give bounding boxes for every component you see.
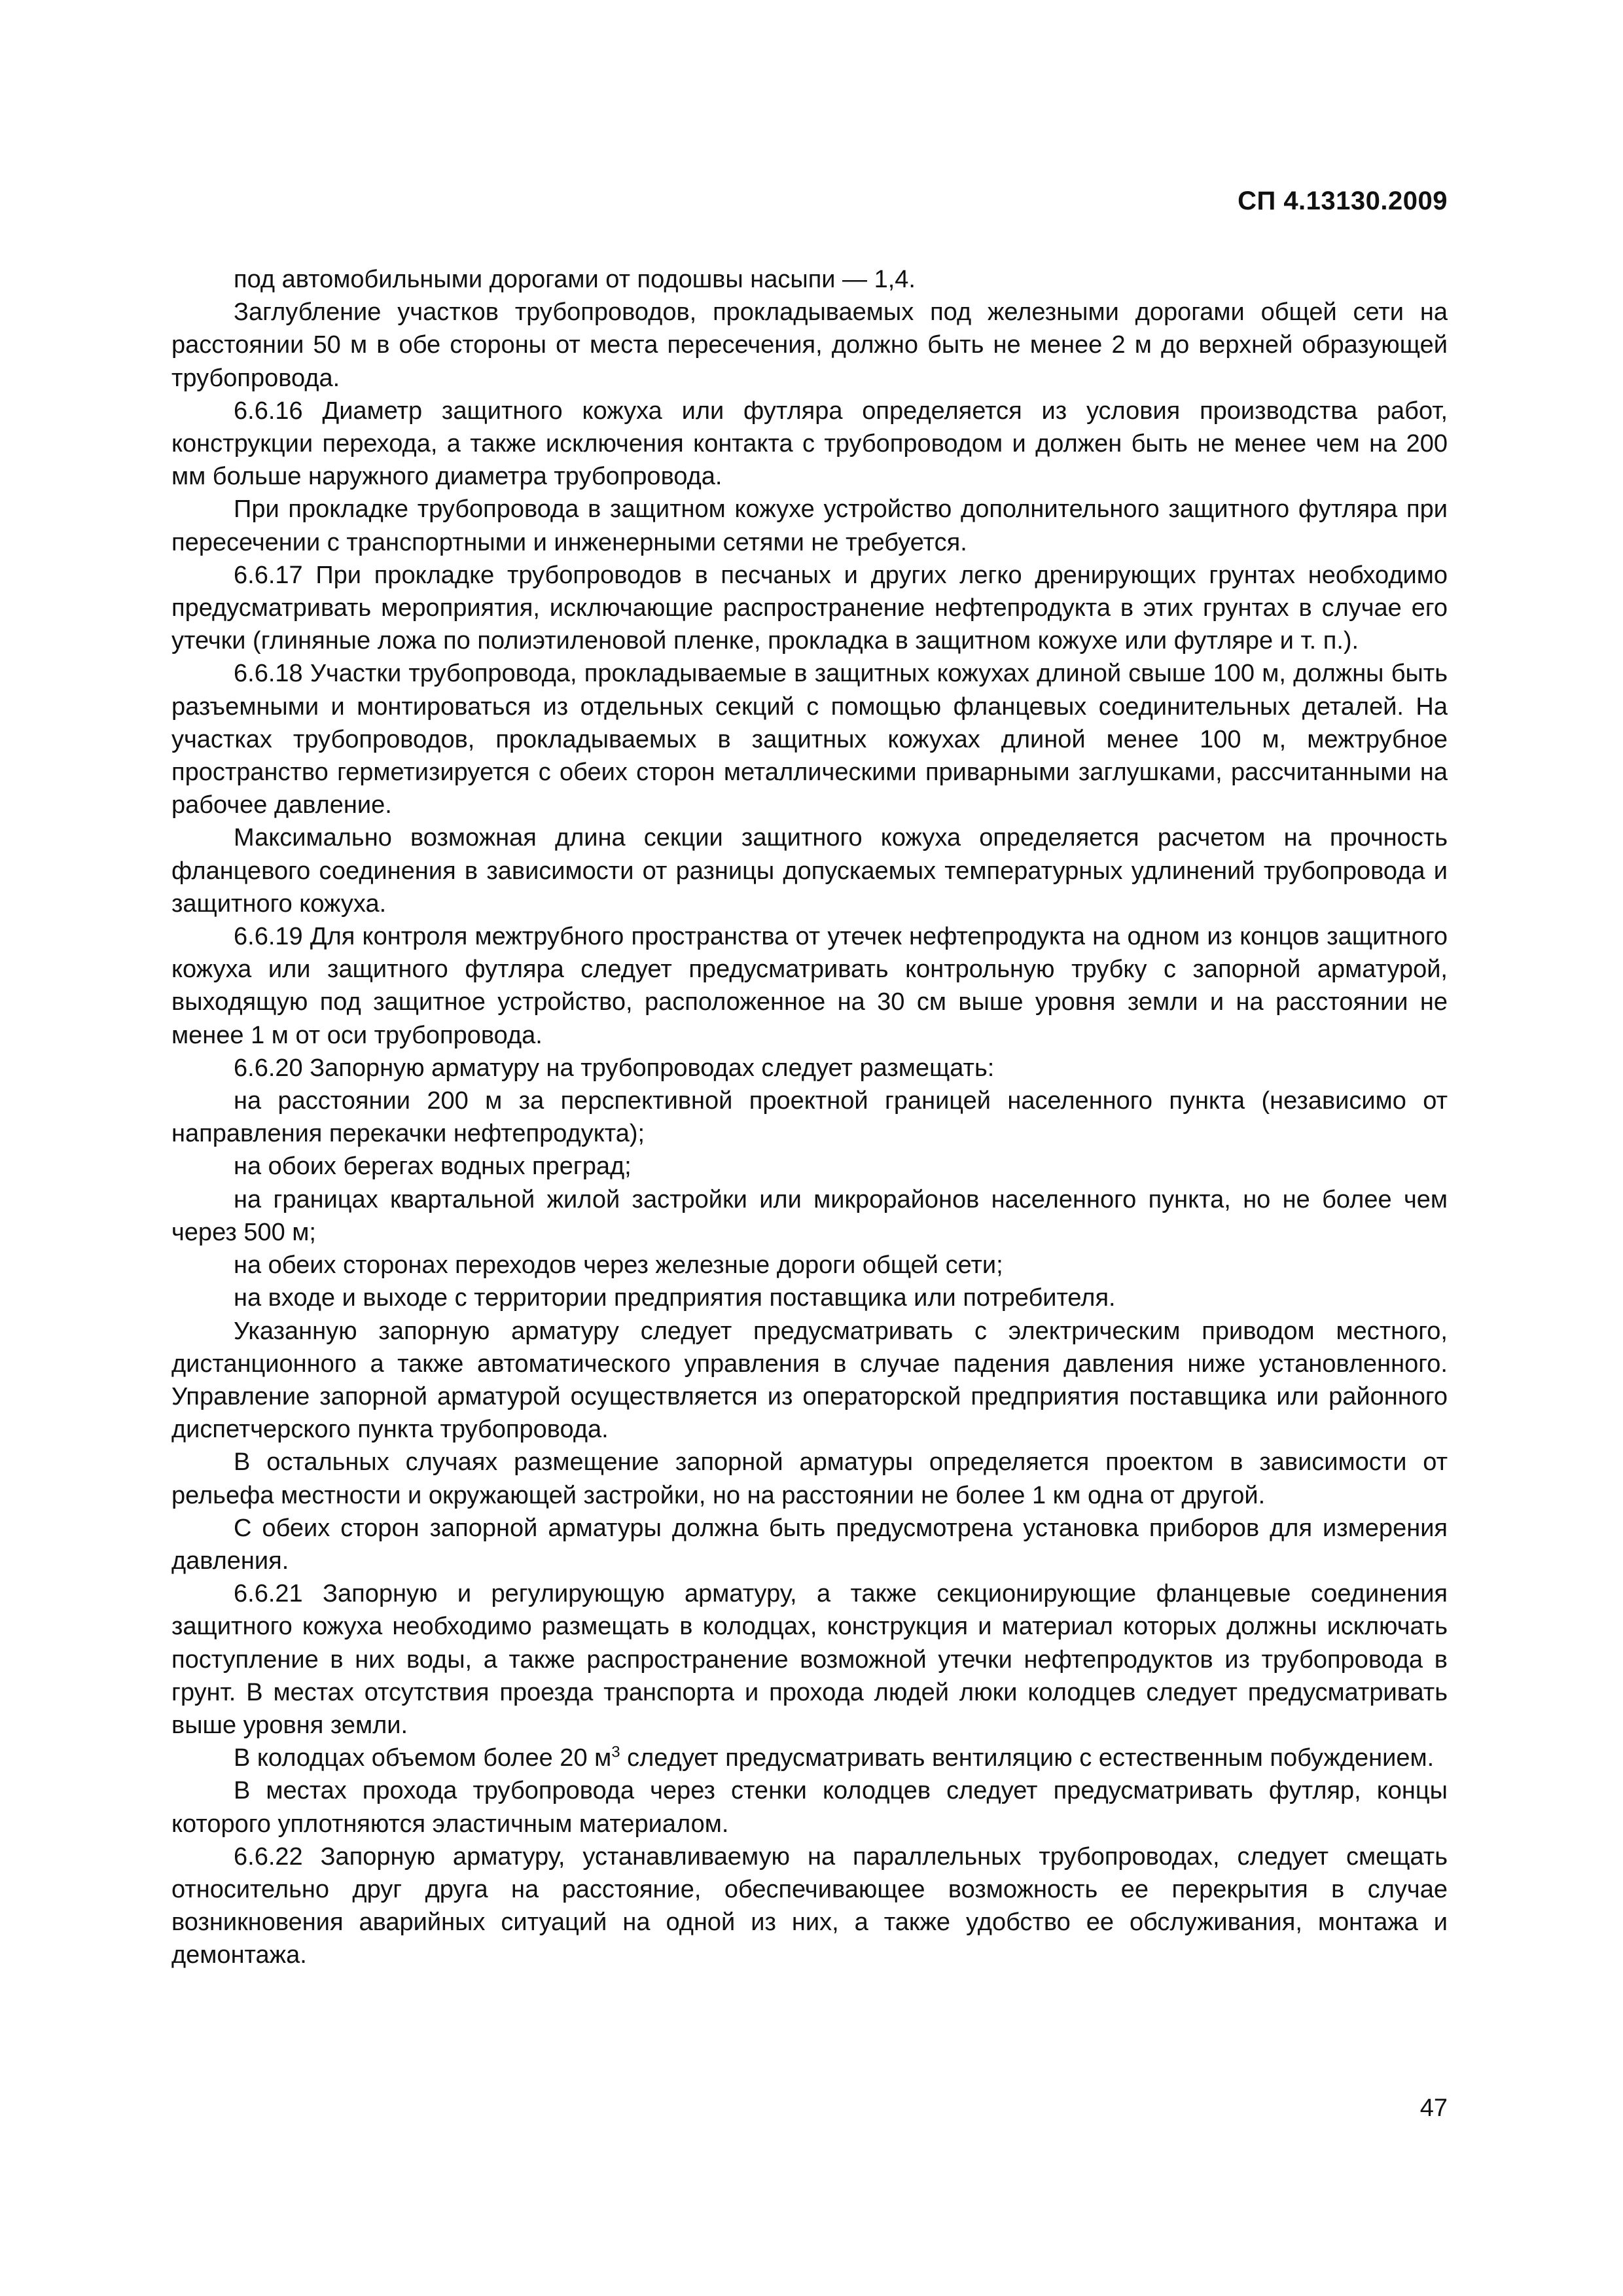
paragraph: 6.6.22 Запорную арматуру, устанавливаемую на параллельных трубопроводах, следует смещать относительно друг друга на расстояние, обеспечивающее возможность ее перекрытия в случае возникновения аварийных ситуаций на одной из них, а также удобство ее обслуживания, монтажа и демонтажа. xyxy=(171,1842,1448,1969)
paragraph: При прокладке трубопровода в защитном кожухе устройство дополнительного защитного футляра при пересечении с транспортными и инженерными сетями не требуется. xyxy=(171,495,1448,556)
paragraph: В остальных случаях размещение запорной арматуры определяется проектом в зависимости от рельефа местности и окружающей застройки, но на расстоянии не более 1 км одна от другой. xyxy=(171,1448,1448,1509)
paragraph: Заглубление участков трубопроводов, прокладываемых под железными дорогами общей сети на расстоянии 50 м в обе стороны от места пересечения, должно быть не менее 2 м до верхней образующей трубопровода. xyxy=(171,298,1448,392)
list-item: на расстоянии 200 м за перспективной проектной границей населенного пункта (независимо от направления перекачки нефтепродукта); xyxy=(171,1087,1448,1148)
ventilation-text-end: следует предусматривать вентиляцию с естественным побуждением. xyxy=(620,1744,1435,1772)
list-item: на обеих сторонах переходов через железные дороги общей сети; xyxy=(234,1251,1003,1280)
list-item: на входе и выходе с территории предприятия поставщика или потребителя. xyxy=(234,1284,1116,1312)
paragraph: 6.6.19 Для контроля межтрубного пространства от утечек нефтепродукта на одном из концов защитного кожуха или защитного футляра следует предусматривать контрольную трубку с запорной арматурой, выходящую под защитное устройство, расположенное на 30 см выше уровня земли и на расстоянии не менее 1 м от оси трубопровода. xyxy=(171,923,1448,1049)
paragraph: под автомобильными дорогами от подошвы насыпи — 1,4. xyxy=(234,266,916,293)
ventilation-paragraph xyxy=(171,1742,1448,1774)
list-item: на границах квартальной жилой застройки или микрорайонов населенного пункта, но не более чем через 500 м; xyxy=(171,1185,1448,1246)
paragraph: С обеих сторон запорной арматуры должна быть предусмотрена установка приборов для измерения давления. xyxy=(171,1514,1448,1575)
paragraph: 6.6.21 Запорную и регулирующую арматуру, а также секционирующие фланцевые соединения защитного кожуха необходимо размещать в колодцах, конструкция и материал которых должны исключать поступление в них воды, а также распространение возможной утечки нефтепродуктов из трубопровода в грунт. В местах отсутствия проезда транспорта и прохода людей люки колодцев следует предусматривать выше уровня земли. xyxy=(171,1580,1448,1739)
page-number: 47 xyxy=(1419,2094,1448,2122)
document-code: СП 4.13130.2009 xyxy=(1238,187,1448,215)
list-item: на обоих берегах водных преград; xyxy=(234,1153,632,1181)
paragraph: 6.6.17 При прокладке трубопроводов в песчаных и других легко дренирующих грунтах необходимо предусматривать мероприятия, исключающие распространение нефтепродукта в этих грунтах в случае его утечки (глиняные ложа по полиэтиленовой пленке, прокладка в защитном кожухе или футляре и т. п.). xyxy=(171,561,1448,655)
paragraph: 6.6.18 Участки трубопровода, прокладываемые в защитных кожухах длиной свыше 100 м, должны быть разъемными и монтироваться из отдельных секций с помощью фланцевых соединительных деталей. На участках трубопроводов, прокладываемых в защитных кожухах длиной менее 100 м, межтрубное пространство герметизируется с обеих сторон металлическими приварными заглушками, рассчитанными на рабочее давление. xyxy=(171,660,1448,819)
paragraph: 6.6.16 Диаметр защитного кожуха или футляра определяется из условия производства работ, конструкции перехода, а также исключения контакта с трубопроводом и должен быть не менее чем на 200 мм больше наружного диаметра трубопровода. xyxy=(171,397,1448,491)
document-body xyxy=(171,263,1448,1972)
paragraph: Указанную запорную арматуру следует предусматривать с электрическим приводом местного, дистанционного а также автоматического управления в случае падения давления ниже установленного. Управление запорной арматурой осуществляется из операторской предприятия поставщика или районного диспетчерского пункта трубопровода. xyxy=(171,1317,1448,1444)
superscript-exponent: 3 xyxy=(611,1743,620,1761)
ventilation-text-start: В колодцах объемом более 20 м xyxy=(234,1744,612,1772)
paragraph: Максимально возможная длина секции защитного кожуха определяется расчетом на прочность фланцевого соединения в зависимости от разницы допускаемых температурных удлинений трубопровода и защитного кожуха. xyxy=(171,824,1448,918)
paragraph: 6.6.20 Запорную арматуру на трубопроводах следует размещать: xyxy=(234,1054,995,1082)
paragraph: В местах прохода трубопровода через стенки колодцев следует предусматривать футляр, концы которого уплотняются эластичным материалом. xyxy=(171,1777,1448,1838)
